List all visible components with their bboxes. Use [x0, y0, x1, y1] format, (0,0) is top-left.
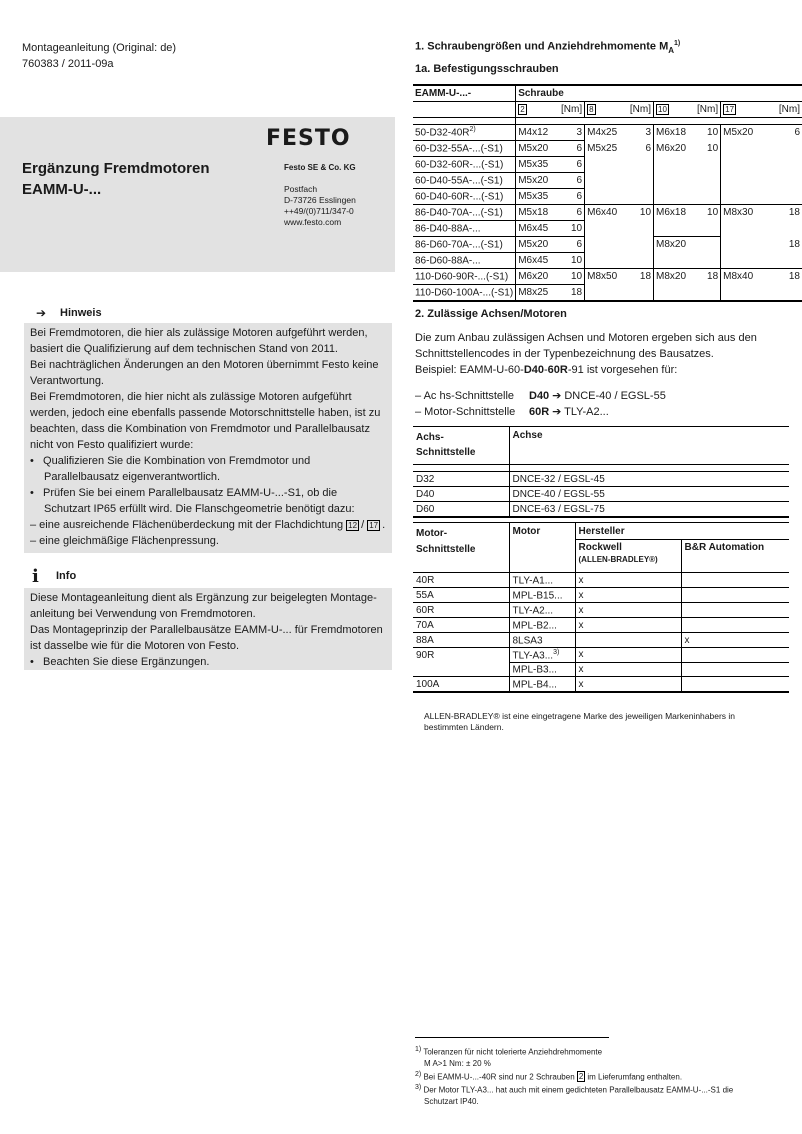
screw-size-cell: M5x18	[516, 205, 555, 221]
screw-size-cell: M8x20	[654, 237, 693, 253]
footnote-3b: Schutzart IP40.	[424, 1096, 479, 1106]
info-paragraph: Diese Montageanleitung dient als Ergänzung zur beigelegten Montage-anleitung bei Verwendung von Fremdmotoren.	[30, 592, 377, 620]
motor-row	[413, 633, 789, 648]
torque-cell	[626, 157, 654, 173]
part-number-cell: 10	[654, 102, 693, 118]
screw-header-model: EAMM-U-...-	[413, 85, 516, 102]
torque-cell	[693, 157, 721, 173]
doc-number: 760383 / 2011-09a	[22, 58, 114, 70]
torque-cell: 18	[788, 239, 800, 250]
br-mark	[681, 648, 789, 663]
address-line: www.festo.com	[284, 217, 342, 227]
motor-name: MPL-B15...	[509, 588, 575, 603]
motor-header-manufacturer: Hersteller	[575, 523, 789, 540]
screw-size-cell	[585, 237, 626, 253]
motor-name: TLY-A1...	[509, 573, 575, 588]
motor-code: 55A	[413, 588, 509, 603]
hinweis-paragraph: Bei Fremdmotoren, die hier als zulässige Motoren aufgeführt werden, basiert die Qualifizierung auf dem technischen Stand von 2011.	[30, 327, 368, 355]
torque-cell	[762, 141, 802, 157]
address-line: Postfach	[284, 184, 318, 194]
torque-cell	[693, 237, 721, 253]
screw-size-cell	[721, 221, 762, 237]
screw-size-cell	[654, 253, 693, 269]
arrow-icon: ➔	[36, 306, 47, 320]
torque-cell	[626, 189, 654, 205]
motor-name: TLY-A3...$^{3)}$	[509, 648, 575, 663]
torque-cell: 3	[626, 125, 654, 141]
torque-cell: 6	[555, 157, 585, 173]
document-meta	[22, 40, 176, 72]
motor-code: 90R	[413, 648, 509, 663]
screw-size-cell: M5x20	[516, 173, 555, 189]
torque-cell	[762, 157, 802, 173]
doc-type: Montageanleitung (Original: de)	[22, 42, 177, 54]
arrow-icon: ➔	[552, 405, 562, 418]
screw-size-cell	[721, 189, 762, 205]
section-2-title: 2. Zulässige Achsen/Motoren	[415, 308, 567, 320]
hinweis-paragraph: Bei Fremdmotoren, die hier nicht als zulässige Motoren aufgeführt werden, jedoch eine ebenfalls passende Motorschnittstelle haben, ist zu beachten, dass die Kombination von Fremdmotor und Parallelbausatz nicht von Festo qualifiziert wurde:	[30, 391, 381, 451]
screw-size-cell: M5x20	[516, 141, 555, 157]
footnote-2: $^{2)}$ Bei EAMM-U-...-40R sind nur 2 Schrauben 2 im Lieferumfang enthalten.	[415, 1070, 683, 1082]
part-number-17: 17	[369, 521, 379, 530]
motor-row	[413, 588, 789, 603]
br-mark	[681, 603, 789, 618]
screw-row	[413, 221, 802, 237]
trademark-note: ALLEN-BRADLEY® ist eine eingetragene Marke des jeweiligen Markeninhabers in bestimmten Ländern.	[424, 711, 736, 732]
hinweis-box	[24, 323, 392, 553]
axes-row	[413, 487, 789, 502]
screw-size-cell: M8x50	[585, 269, 626, 285]
motor-code: 70A	[413, 618, 509, 633]
part-number-cell: 17	[721, 102, 762, 118]
torque-cell	[626, 221, 654, 237]
screw-row	[413, 173, 802, 189]
br-mark: x	[681, 633, 789, 648]
torque-cell: 18	[762, 269, 802, 285]
motor-row	[413, 648, 789, 663]
address-line: ++49/(0)711/347-0	[284, 206, 354, 216]
rockwell-mark: x	[575, 573, 681, 588]
torque-cell	[762, 173, 802, 189]
section-2-paragraph: Die zum Anbau zulässigen Achsen und Motoren ergeben sich aus den Schnittstellencodes in der Typenbezeichnung des Bausatzes.	[415, 332, 757, 360]
screw-size-cell	[585, 173, 626, 189]
model-cell: 86-D60-88A-...	[413, 253, 516, 269]
section-1-title: 1. Schraubengrößen und Anziehdrehmomente $M_A^{1)}$	[415, 40, 681, 55]
torque-cell: 10	[555, 269, 585, 285]
hinweis-dash-1: – eine ausreichende Flächenüberdeckung mit der Flachdichtung 12 / 17 .	[30, 519, 386, 531]
torque-cell: 10	[693, 205, 721, 221]
axis-interface-line: – Ac hs-Schnittstelle D40 ➔ DNCE-40 / EGSL-55	[415, 389, 666, 402]
screw-row	[413, 269, 802, 285]
screw-size-cell	[654, 173, 693, 189]
torque-cell	[693, 173, 721, 189]
torque-cell	[762, 221, 802, 237]
torque-cell: 6	[555, 205, 585, 221]
model-cell: 86-D60-70A-...(-S1)	[413, 237, 516, 253]
screw-size-cell	[585, 285, 626, 302]
screw-size-cell	[721, 237, 762, 253]
screw-size-cell: M6x18	[654, 125, 693, 141]
footnote-1: $^{1)}$ Toleranzen für nicht tolerierte Anziehdrehmomente	[415, 1046, 603, 1057]
part-number-cell: 8	[585, 102, 626, 118]
model-cell: 86-D40-88A-...	[413, 221, 516, 237]
torque-cell: 18	[626, 269, 654, 285]
footnote-3: $^{3)}$ Der Motor TLY-A3... hat auch mit einem gedichteten Parallelbausatz EAMM-U-...-S1 die	[415, 1084, 734, 1095]
screw-size-cell	[654, 221, 693, 237]
screw-size-cell: M8x30	[721, 205, 762, 221]
torque-cell: 6	[626, 141, 654, 157]
screw-size-cell	[585, 253, 626, 269]
hinweis-bullet: • Qualifizieren Sie die Kombination von Fremdmotor und Parallelbausatz eigenverantwortlich.	[30, 455, 311, 483]
screw-size-cell	[585, 221, 626, 237]
hinweis-label: Hinweis	[60, 307, 102, 319]
motor-name: TLY-A2...	[509, 603, 575, 618]
motor-name: MPL-B3...	[509, 662, 575, 677]
motor-row	[413, 677, 789, 693]
torque-cell	[762, 189, 802, 205]
torque-cell: 6	[555, 189, 585, 205]
screw-row	[413, 157, 802, 173]
model-cell: $50-D32-40R^{2)}$	[413, 125, 516, 141]
screw-size-cell: M6x40	[585, 205, 626, 221]
screw-size-cell	[654, 189, 693, 205]
hinweis-paragraph: Bei nachträglichen Änderungen an den Motoren übernimmt Festo keine Verantwortung.	[30, 359, 379, 387]
nm-unit: [Nm]	[693, 102, 721, 118]
br-mark	[681, 677, 789, 693]
motor-interface-line: – Motor-Schnittstelle 60R ➔ TLY-A2...	[415, 405, 609, 418]
axis-code: D32	[413, 472, 509, 487]
info-paragraph: Das Montageprinzip der Parallelbausätze EAMM-U-... für Fremdmotoren ist dasselbe wie für die Motoren von Festo.	[30, 624, 383, 652]
screw-row	[413, 285, 802, 302]
motor-row	[413, 573, 789, 588]
screw-size-cell: M6x45	[516, 221, 555, 237]
nm-unit: [Nm]	[762, 102, 802, 118]
screw-size-cell	[721, 253, 762, 269]
torque-cell: 18	[693, 269, 721, 285]
axis-value: DNCE-63 / EGSL-75	[509, 502, 789, 518]
screw-size-cell	[721, 285, 762, 302]
motor-row	[413, 662, 789, 677]
screw-size-cell	[585, 157, 626, 173]
axis-code: D40	[413, 487, 509, 502]
torque-cell: 10	[626, 205, 654, 221]
torque-cell	[693, 189, 721, 205]
torque-cell: 10	[693, 141, 721, 157]
footnote-1b: M A>1 Nm: ± 20 %	[424, 1058, 491, 1068]
rockwell-mark: x	[575, 648, 681, 663]
torque-cell: 6	[555, 173, 585, 189]
axis-value: DNCE-32 / EGSL-45	[509, 472, 789, 487]
motor-code: 40R	[413, 573, 509, 588]
model-cell: 60-D40-55A-...(-S1)	[413, 173, 516, 189]
manufacturer-br: B&R Automation	[684, 542, 765, 553]
screw-header-blank	[413, 102, 516, 118]
screw-table	[413, 84, 802, 302]
br-mark	[681, 588, 789, 603]
axes-header-interface: Achs- Schnittstelle	[413, 427, 509, 465]
screw-row	[413, 141, 802, 157]
screw-size-cell: M8x40	[721, 269, 762, 285]
title-line-1: Ergänzung Fremdmotoren	[22, 160, 210, 177]
hinweis-heading	[36, 305, 102, 321]
screw-size-cell: M6x20	[656, 143, 687, 154]
motor-code: 100A	[413, 677, 509, 693]
torque-cell: 6	[762, 125, 802, 141]
motor-name: 8LSA3	[509, 633, 575, 648]
model-cell: 60-D32-60R-...(-S1)	[413, 157, 516, 173]
torque-cell: 6	[555, 141, 585, 157]
nm-unit: [Nm]	[626, 102, 654, 118]
torque-cell: 10	[555, 253, 585, 269]
rockwell-mark: x	[575, 677, 681, 693]
model-cell: 60-D40-60R-...(-S1)	[413, 189, 516, 205]
torque-cell: 10	[555, 221, 585, 237]
manufacturer-rockwell: Rockwell (ALLEN-BRADLEY®)	[575, 540, 681, 573]
screw-size-cell	[721, 141, 762, 157]
screw-row	[413, 205, 802, 221]
screw-row	[413, 253, 802, 269]
part-number-12: 12	[348, 521, 358, 530]
footnotes	[415, 1044, 795, 1107]
section-2-text	[415, 330, 795, 420]
motor-header-motor: Motor	[509, 523, 575, 573]
screw-size-cell: M6x45	[516, 253, 555, 269]
screw-row	[413, 237, 802, 253]
torque-cell: 18	[762, 205, 802, 221]
screw-size-cell	[721, 157, 762, 173]
br-mark	[681, 618, 789, 633]
torque-cell	[762, 253, 802, 269]
br-mark	[681, 662, 789, 677]
rockwell-mark: x	[575, 618, 681, 633]
axis-value: DNCE-40 / EGSL-55	[509, 487, 789, 502]
screw-size-cell	[654, 157, 693, 173]
motor-row	[413, 603, 789, 618]
model-cell: 60-D32-55A-...(-S1)	[413, 141, 516, 157]
screw-size-cell	[654, 285, 693, 302]
axes-row	[413, 472, 789, 487]
torque-cell	[626, 253, 654, 269]
nm-unit: [Nm]	[555, 102, 585, 118]
motor-code: 60R	[413, 603, 509, 618]
torque-cell	[693, 221, 721, 237]
info-icon: i	[32, 565, 39, 587]
torque-cell	[762, 285, 802, 302]
motor-name: MPL-B4...	[509, 677, 575, 693]
info-label: Info	[56, 570, 77, 582]
info-bullet: • Beachten Sie diese Ergänzungen.	[30, 656, 210, 668]
torque-cell	[626, 173, 654, 189]
motor-name: MPL-B2...	[509, 618, 575, 633]
axes-table	[413, 426, 789, 518]
screw-size-cell: M5x35	[516, 189, 555, 205]
address-line: D-73726 Esslingen	[284, 195, 356, 205]
rockwell-mark	[575, 633, 681, 648]
model-cell: 86-D40-70A-...(-S1)	[413, 205, 516, 221]
model-cell: 110-D60-100A-...(-S1)	[413, 285, 516, 302]
rockwell-mark: x	[575, 588, 681, 603]
motor-header-interface: Motor- Schnittstelle	[413, 523, 509, 573]
axis-code: D60	[413, 502, 509, 518]
company-name: Festo SE & Co. KG	[284, 163, 356, 172]
torque-cell	[693, 285, 721, 302]
screw-size-cell	[585, 189, 626, 205]
screw-size-cell	[721, 173, 762, 189]
info-box	[24, 588, 392, 670]
screw-size-cell: M4x12	[516, 125, 555, 141]
br-mark	[681, 573, 789, 588]
screw-size-cell: M6x20	[516, 269, 555, 285]
page-title	[22, 158, 210, 200]
screw-size-cell: M5x20	[721, 125, 762, 141]
screw-size-cell: M5x20	[516, 237, 555, 253]
hinweis-dash-2: – eine gleichmäßige Flächenpressung.	[30, 535, 219, 547]
rockwell-mark: x	[575, 662, 681, 677]
motor-table	[413, 522, 789, 693]
torque-cell: 6	[555, 237, 585, 253]
torque-cell	[626, 285, 654, 302]
screw-row	[413, 125, 802, 141]
screw-size-cell: M8x20	[654, 269, 693, 285]
motor-row	[413, 618, 789, 633]
torque-cell: 10	[693, 125, 721, 141]
screw-row	[413, 189, 802, 205]
torque-cell	[626, 237, 654, 253]
axes-header-axis: Achse	[509, 427, 789, 465]
section-1a-title: 1a. Befestigungsschrauben	[415, 63, 559, 75]
screw-size-cell: M5x35	[516, 157, 555, 173]
model-cell: 110-D60-90R-...(-S1)	[413, 269, 516, 285]
rockwell-mark: x	[575, 603, 681, 618]
section-2-example: Beispiel: EAMM-U-60-D40-60R-91 ist vorgesehen für:	[415, 364, 678, 376]
torque-cell	[693, 253, 721, 269]
info-heading	[32, 567, 76, 585]
torque-cell: 3	[555, 125, 585, 141]
screw-size-cell: M6x18	[654, 205, 693, 221]
part-number-cell: 2	[516, 102, 555, 118]
axes-row	[413, 502, 789, 518]
hinweis-bullet: • Prüfen Sie bei einem Parallelbausatz EAMM-U-...-S1, ob die Schutzart IP65 erfüllt wird. Die Flanschgeometrie benötigt dazu:	[30, 487, 355, 515]
footnote-divider	[415, 1037, 609, 1038]
title-line-2: EAMM-U-...	[22, 181, 102, 198]
company-address	[284, 184, 356, 228]
festo-logo: FESTO	[266, 126, 351, 151]
screw-size-cell: M8x25	[516, 285, 555, 302]
screw-size-cell: M4x25	[585, 125, 626, 141]
arrow-icon: ➔	[552, 389, 562, 402]
torque-cell: 18	[555, 285, 585, 302]
motor-code: 88A	[413, 633, 509, 648]
screw-header-screw: Schraube	[516, 85, 802, 102]
motor-code	[413, 662, 509, 677]
screw-size-cell: M5x25	[587, 143, 618, 154]
